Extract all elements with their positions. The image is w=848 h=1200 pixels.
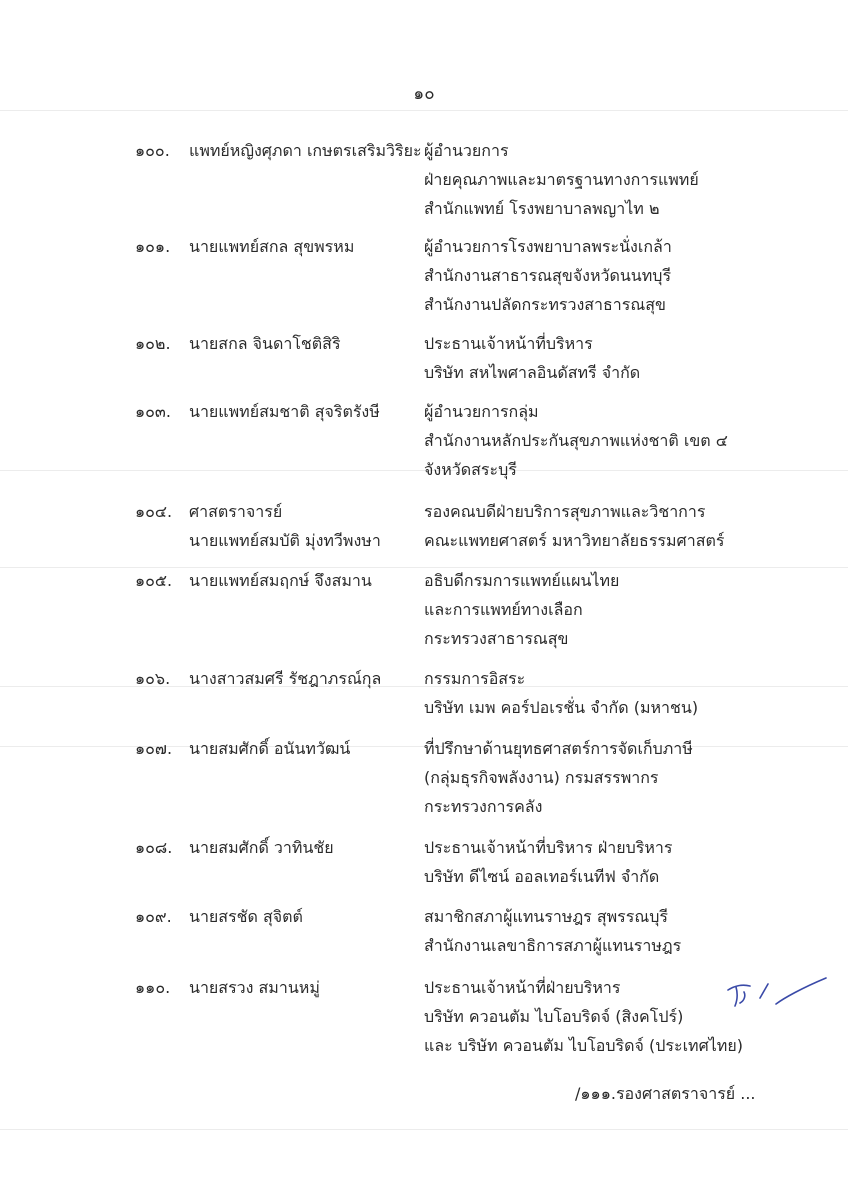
entry-position: [424, 136, 824, 223]
position-line: ผู้อำนวยการโรงพยาบาลพระนั่งเกล้า: [424, 237, 672, 256]
scan-artifact-line: [0, 1129, 848, 1130]
entry-name: [189, 902, 419, 931]
name-line: นายแพทย์สมชาติ สุจริตรังษี: [189, 402, 380, 421]
entry-name: [189, 566, 419, 595]
entry-name: [189, 397, 419, 426]
name-line: นายแพทย์สมฤกษ์ จึงสมาน: [189, 571, 372, 590]
position-line: กระทรวงสาธารณสุข: [424, 629, 569, 648]
entry-position: [424, 329, 824, 387]
entry-number: ๑๐๖.: [135, 669, 171, 688]
name-line: แพทย์หญิงศุภดา เกษตรเสริมวิริยะ: [189, 141, 422, 160]
position-line: บริษัท เมพ คอร์ปอเรชั่น จำกัด (มหาชน): [424, 698, 699, 717]
entry-name: [189, 664, 419, 693]
entry-number: ๑๐๔.: [135, 502, 173, 521]
entry-number: ๑๐๓.: [135, 402, 171, 421]
position-line: สมาชิกสภาผู้แทนราษฎร สุพรรณบุรี: [424, 907, 668, 926]
name-line: นายสรวง สมานหมู่: [189, 978, 320, 997]
entry-number: ๑๐๙.: [135, 907, 172, 926]
entry-number: ๑๐๕.: [135, 571, 173, 590]
name-line: นายแพทย์สมบัติ มุ่งทวีพงษา: [189, 531, 381, 550]
name-line: ศาสตราจารย์: [189, 502, 283, 521]
position-line: สำนักงานสาธารณสุขจังหวัดนนทบุรี: [424, 266, 672, 285]
name-line: นางสาวสมศรี รัชฎาภรณ์กุล: [189, 669, 382, 688]
entry-name: [189, 497, 419, 555]
name-line: นายสรชัด สุจิตต์: [189, 907, 303, 926]
position-line: บริษัท ดีไซน์ ออลเทอร์เนทีฟ จำกัด: [424, 867, 660, 886]
position-line: ผู้อำนวยการกลุ่ม: [424, 402, 539, 421]
position-line: ผู้อำนวยการ: [424, 141, 509, 160]
signature-mark: [722, 968, 832, 1018]
position-line: (กลุ่มธุรกิจพลังงาน) กรมสรรพากร: [424, 768, 659, 787]
position-line: กระทรวงการคลัง: [424, 797, 543, 816]
entry-name: [189, 329, 419, 358]
entry-position: [424, 664, 824, 722]
entry-name: [189, 973, 419, 1002]
position-line: บริษัท ควอนตัม ไบโอบริดจ์ (สิงคโปร์): [424, 1007, 684, 1026]
entry-number: ๑๐๒.: [135, 334, 171, 353]
entry-name: [189, 833, 419, 862]
name-line: นายแพทย์สกล สุขพรหม: [189, 237, 355, 256]
position-line: ประธานเจ้าหน้าที่ฝ่ายบริหาร: [424, 978, 621, 997]
entry-number: ๑๐๑.: [135, 237, 171, 256]
signature-stroke: [728, 978, 826, 1006]
position-line: สำนักแพทย์ โรงพยาบาลพญาไท ๒: [424, 199, 660, 218]
position-line: ประธานเจ้าหน้าที่บริหาร ฝ่ายบริหาร: [424, 838, 673, 857]
position-line: บริษัท สหไพศาลอินดัสทรี จำกัด: [424, 363, 641, 382]
scan-artifact-line: [0, 110, 848, 111]
position-line: และการแพทย์ทางเลือก: [424, 600, 583, 619]
entry-position: [424, 734, 824, 821]
name-line: นายสมศักดิ์ วาทินชัย: [189, 838, 334, 857]
position-line: ฝ่ายคุณภาพและมาตรฐานทางการแพทย์: [424, 170, 699, 189]
entry-name: [189, 232, 419, 261]
entry-position: [424, 833, 824, 891]
entry-name: [189, 136, 422, 165]
entry-position: [424, 566, 824, 653]
position-line: สำนักงานหลักประกันสุขภาพแห่งชาติ เขต ๔: [424, 431, 728, 450]
position-line: สำนักงานเลขาธิการสภาผู้แทนราษฎร: [424, 936, 682, 955]
position-line: และ บริษัท ควอนตัม ไบโอบริดจ์ (ประเทศไทย): [424, 1036, 743, 1055]
entry-number: ๑๐๘.: [135, 838, 173, 857]
position-line: สำนักงานปลัดกระทรวงสาธารณสุข: [424, 295, 666, 314]
position-line: ที่ปรึกษาด้านยุทธศาสตร์การจัดเก็บภาษี: [424, 739, 693, 758]
entry-number: ๑๐๐.: [135, 141, 170, 160]
name-line: นายสมศักดิ์ อนันทวัฒน์: [189, 739, 351, 758]
entry-position: [424, 902, 824, 960]
entry-position: [424, 497, 824, 555]
position-line: กรรมการอิสระ: [424, 669, 526, 688]
name-line: นายสกล จินดาโชติสิริ: [189, 334, 341, 353]
entry-number: ๑๑๐.: [135, 978, 171, 997]
entry-position: [424, 232, 824, 319]
position-line: รองคณบดีฝ่ายบริการสุขภาพและวิชาการ: [424, 502, 706, 521]
position-line: คณะแพทยศาสตร์ มหาวิทยาลัยธรรมศาสตร์: [424, 531, 725, 550]
entry-name: [189, 734, 419, 763]
entry-position: [424, 397, 824, 484]
entry-number: ๑๐๗.: [135, 739, 173, 758]
position-line: จังหวัดสระบุรี: [424, 460, 517, 479]
continuation-reference: /๑๑๑.รองศาสตราจารย์ ...: [575, 1084, 756, 1103]
position-line: ประธานเจ้าหน้าที่บริหาร: [424, 334, 593, 353]
position-line: อธิบดีกรมการแพทย์แผนไทย: [424, 571, 620, 590]
page-number: ๑๐: [413, 84, 435, 104]
